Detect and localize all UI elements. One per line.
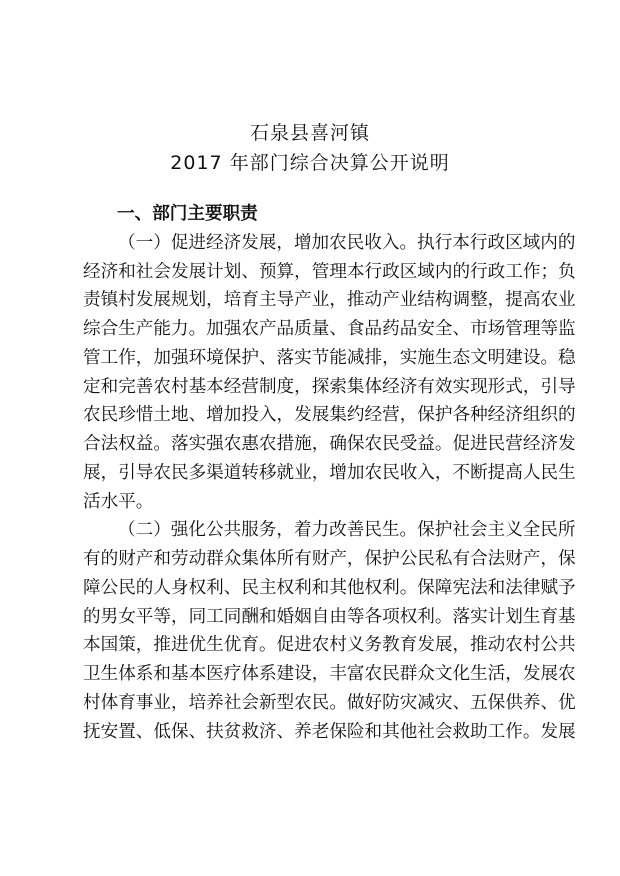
paragraph-line: 经济和社会发展计划、预算，管理本行政区域内的行政工作；负 xyxy=(83,261,576,282)
paragraph-line: 抚安置、低保、扶贫救济、养老保险和其他社会救助工作。发展 xyxy=(83,721,576,742)
paragraph-2 xyxy=(83,516,576,746)
paragraph-line: 有的财产和劳动群众集体所有财产，保护公民私有合法财产，保 xyxy=(83,549,576,569)
paragraph-line: 展，引导农民多渠道转移就业，增加农民收入，不断提高人民生 xyxy=(83,462,576,483)
paragraph-line: 的男女平等，同工同酬和婚姻自由等各项权利。落实计划生育基 xyxy=(83,606,576,627)
paragraph-line: 卫生体系和基本医疗体系建设，丰富农民群众文化生活，发展农 xyxy=(83,664,576,684)
paragraph-line: 管工作，加强环境保护、落实节能减排，实施生态文明建设。稳 xyxy=(83,347,576,368)
paragraph-line: 合法权益。落实强农惠农措施，确保农民受益。促进民营经济发 xyxy=(83,434,576,454)
document-title-line1: 石泉县喜河镇 xyxy=(249,122,370,144)
document-body xyxy=(83,200,576,746)
paragraph-line: 责镇村发展规划，培育主导产业，推动产业结构调整，提高农业 xyxy=(83,290,576,311)
paragraph-line: 活水平。 xyxy=(83,491,154,512)
paragraph-line: 本国策，推进优生优育。促进农村义务教育发展，推动农村公共 xyxy=(83,635,576,656)
paragraph-line: 综合生产能力。加强农产品质量、食品药品安全、市场管理等监 xyxy=(83,319,576,339)
paragraph-line: （一）促进经济发展，增加农民收入。执行本行政区域内的 xyxy=(118,232,576,253)
paragraph-line: 定和完善农村基本经营制度，探索集体经济有效实现形式，引导 xyxy=(83,376,576,397)
paragraph-line: 障公民的人身权利、民主权利和其他权利。保障宪法和法律赋予 xyxy=(83,577,576,598)
paragraph-line: 村体育事业，培养社会新型农民。做好防灾减灾、五保供养、优 xyxy=(83,692,576,713)
paragraph-1 xyxy=(83,229,576,517)
paragraph-line: （二）强化公共服务，着力改善民生。保护社会主义全民所 xyxy=(118,520,576,541)
section-heading: 一、部门主要职责 xyxy=(117,204,258,224)
paragraph-line: 农民珍惜土地、增加投入，发展集约经营，保护各种经济组织的 xyxy=(83,405,576,426)
document-title-line2: 2017 年部门综合决算公开说明 xyxy=(170,152,450,174)
